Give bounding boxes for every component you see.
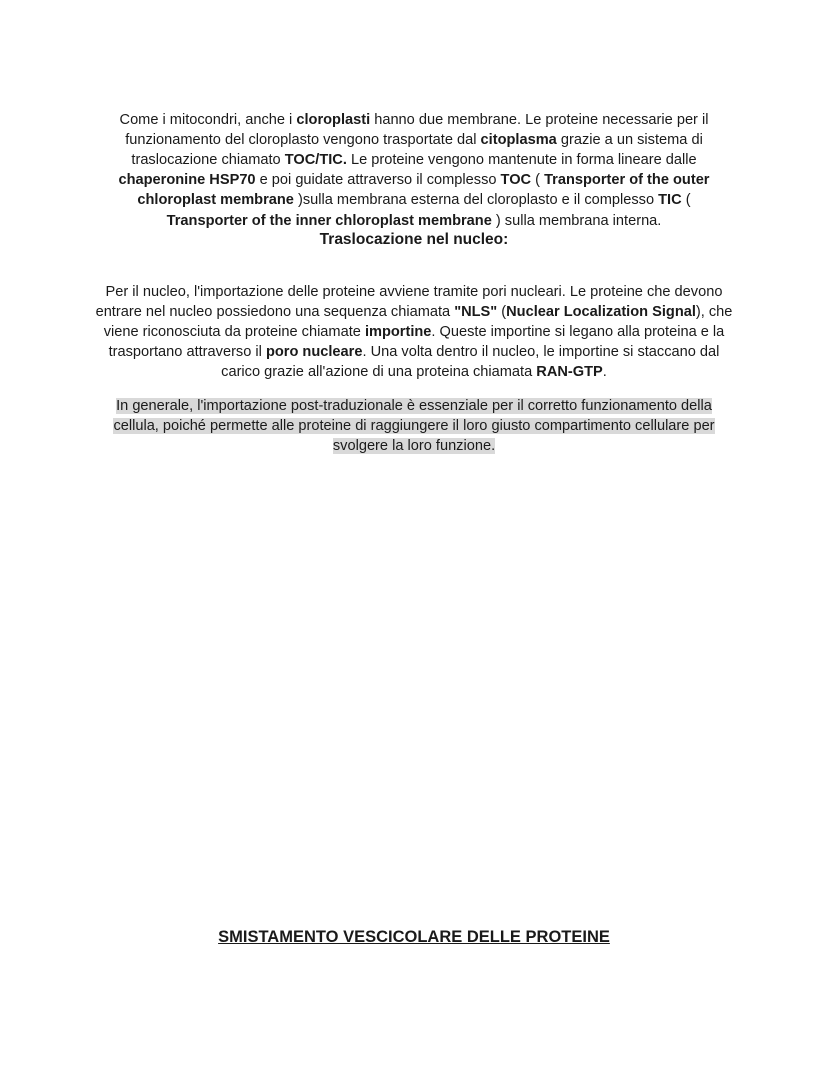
paragraph-summary: [95, 396, 733, 457]
bold-term: chaperonine HSP70: [118, 172, 256, 189]
paragraph-chloroplast: Come i mitocondri, anche i cloroplasti hanno due membrane. Le proteine necessarie per il funzionamento del cloroplasto vengono trasportate dal citoplasma grazie a un sistema di traslocazione chiamato TOC/TIC. Le proteine vengono mantenute in forma lineare dalle chaperonine HSP70 e poi guidate attraverso il complesso TOC ( Transporter of the outer chloroplast membrane )sulla membrana esterna del cloroplasto e il complesso TIC ( Transporter of the inner chloroplast membrane ) sulla membrana interna.: [118, 111, 710, 229]
section-title: SMISTAMENTO VESCICOLARE DELLE PROTEINE: [218, 928, 610, 946]
bold-term: RAN-GTP: [536, 364, 603, 381]
bold-term: TOC/TIC.: [284, 152, 347, 168]
bold-term: cloroplasti: [296, 111, 371, 128]
bold-term: Nuclear Localization Signal: [506, 303, 696, 320]
bold-term: citoplasma: [480, 131, 557, 148]
bold-term: TOC: [500, 172, 532, 189]
bold-term: importine: [364, 324, 432, 340]
highlighted-text: In generale, l'importazione post-traduzionale è essenziale per il corretto funzionamento della cellula, poiché permette alle proteine di raggiungere il loro giusto compartimento cellulare per svolgere la loro funzione.: [113, 397, 715, 454]
bold-term: poro nucleare: [265, 344, 363, 361]
bold-term: "NLS": [454, 303, 498, 320]
bold-term: Transporter of the outer chloroplast membrane: [137, 172, 710, 209]
heading-nucleus: Traslocazione nel nucleo:: [319, 231, 509, 248]
bold-term: Transporter of the inner chloroplast membrane: [166, 212, 492, 229]
paragraph-nucleus: Per il nucleo, l'importazione delle proteine avviene tramite pori nucleari. Le proteine che devono entrare nel nucleo possiedono una sequenza chiamata "NLS" (Nuclear Localization Signal), che viene riconosciuta da proteine chiamate importine. Queste importine si legano alla proteina e la trasportano attraverso il poro nucleare. Una volta dentro il nucleo, le importine si staccano dal carico grazie all'azione di una proteina chiamata RAN-GTP.: [95, 283, 733, 381]
bold-term: TIC: [658, 192, 682, 209]
